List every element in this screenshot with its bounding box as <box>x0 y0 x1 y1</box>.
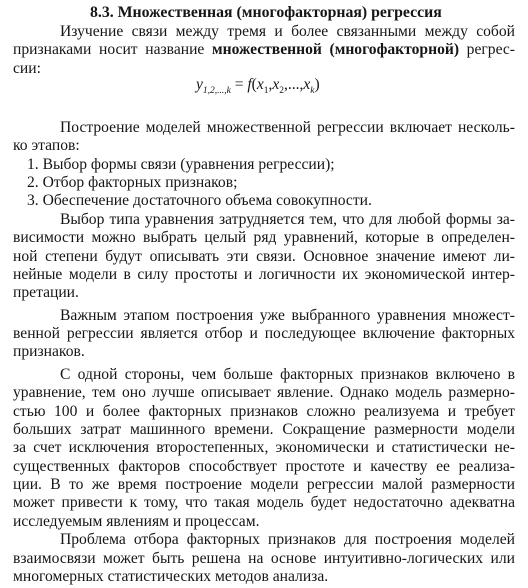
stage-line-2: венной регрессии является отбор и последующее включение факторных <box>13 325 515 342</box>
step-item-2: 2. Отбор факторных признаков; <box>27 174 238 191</box>
factors-line-7: ции. В то же время построение модели регрессии малой размерности <box>13 476 515 493</box>
problem-line-3: многомерных статистических методов анализа. <box>13 568 329 585</box>
factors-line-2: уравнение, тем оно лучше описывает явление. Однако модель размерно- <box>13 384 515 402</box>
factors-line-8: может привести к тому, что такая модель будет недостаточно адекватна <box>13 494 515 512</box>
formula-xk-sub: k <box>310 86 315 97</box>
build-line-1: Построение моделей множественной регрессии включает несколь- <box>60 118 515 136</box>
formula-lhs: y <box>196 76 203 93</box>
problem-line-2: взаимосвязи может быть решена на основе интуитивно-логических или <box>13 549 515 567</box>
intro-line-1: Изучение связи между тремя и более связанными между собой <box>60 23 515 40</box>
choice-line-1: Выбор типа уравнения затрудняется тем, что для любой формы за- <box>60 210 515 228</box>
factors-line-1: С одной стороны, чем больше факторных признаков включено в <box>60 365 515 383</box>
formula-x1: x <box>256 76 264 93</box>
intro-line-2-suffix: регрес- <box>459 41 516 59</box>
problem-line-1: Проблема отбора факторных признаков для построения моделей <box>60 531 515 549</box>
formula-x1-sub: 1 <box>263 86 269 97</box>
formula-x2: x <box>272 76 280 93</box>
factors-line-5: за счет исключения второстепенных, экономически и статистически не- <box>13 439 515 457</box>
formula-close: ) <box>314 76 320 93</box>
choice-line-4: нейные модели в силу простоты и логичности их экономической интер- <box>13 266 515 283</box>
formula-open: ( <box>251 76 257 93</box>
formula-xk: x <box>303 76 311 93</box>
section-heading: 8.3. Множественная (многофакторная) регрессия <box>90 4 442 21</box>
formula-lhs-sub: 1,2,...,k <box>202 86 231 97</box>
step-item-3: 3. Обеспечение достаточного объема совокупности. <box>27 192 372 210</box>
choice-line-5: претации. <box>13 284 79 302</box>
factors-line-6: существенных факторов способствует простоте и качеству ее реализа- <box>13 457 515 475</box>
formula-x2-sub: 2 <box>279 86 284 97</box>
formula-dots: ,..., <box>284 76 304 93</box>
term-multiple-regression: множественной (многофакторной) <box>211 41 460 59</box>
choice-line-2: висимости можно выбрать целый ряд уравнений, которые в определен- <box>13 229 515 247</box>
intro-line-3: сии: <box>13 59 41 77</box>
stage-line-3: признаков. <box>13 343 85 361</box>
formula-eq: = <box>230 76 248 93</box>
stage-line-1: Важным этапом построения уже выбранного уравнения множест- <box>60 306 515 324</box>
factors-line-9: исследуемым явлениям и процессам. <box>13 512 260 530</box>
choice-line-3: ной степени будут описывать эти связи. Основное значение имеют ли- <box>13 247 515 265</box>
regression-formula: $y_{1,2,...,k} = f(x_1,x_2,...,x_k)$ <box>196 76 320 97</box>
factors-line-3: стью 100 и более факторных признаков сложно реализуема и требует <box>13 402 515 420</box>
factors-line-4: больших затрат машинного времени. Сокращение размерности модели <box>13 420 515 438</box>
intro-line-2-prefix: признаками носит название <box>13 41 212 59</box>
formula-func: f <box>247 76 252 93</box>
step-item-1: 1. Выбор формы связи (уравнения регрессии); <box>27 155 335 173</box>
build-line-2: ко этапов: <box>13 137 80 155</box>
